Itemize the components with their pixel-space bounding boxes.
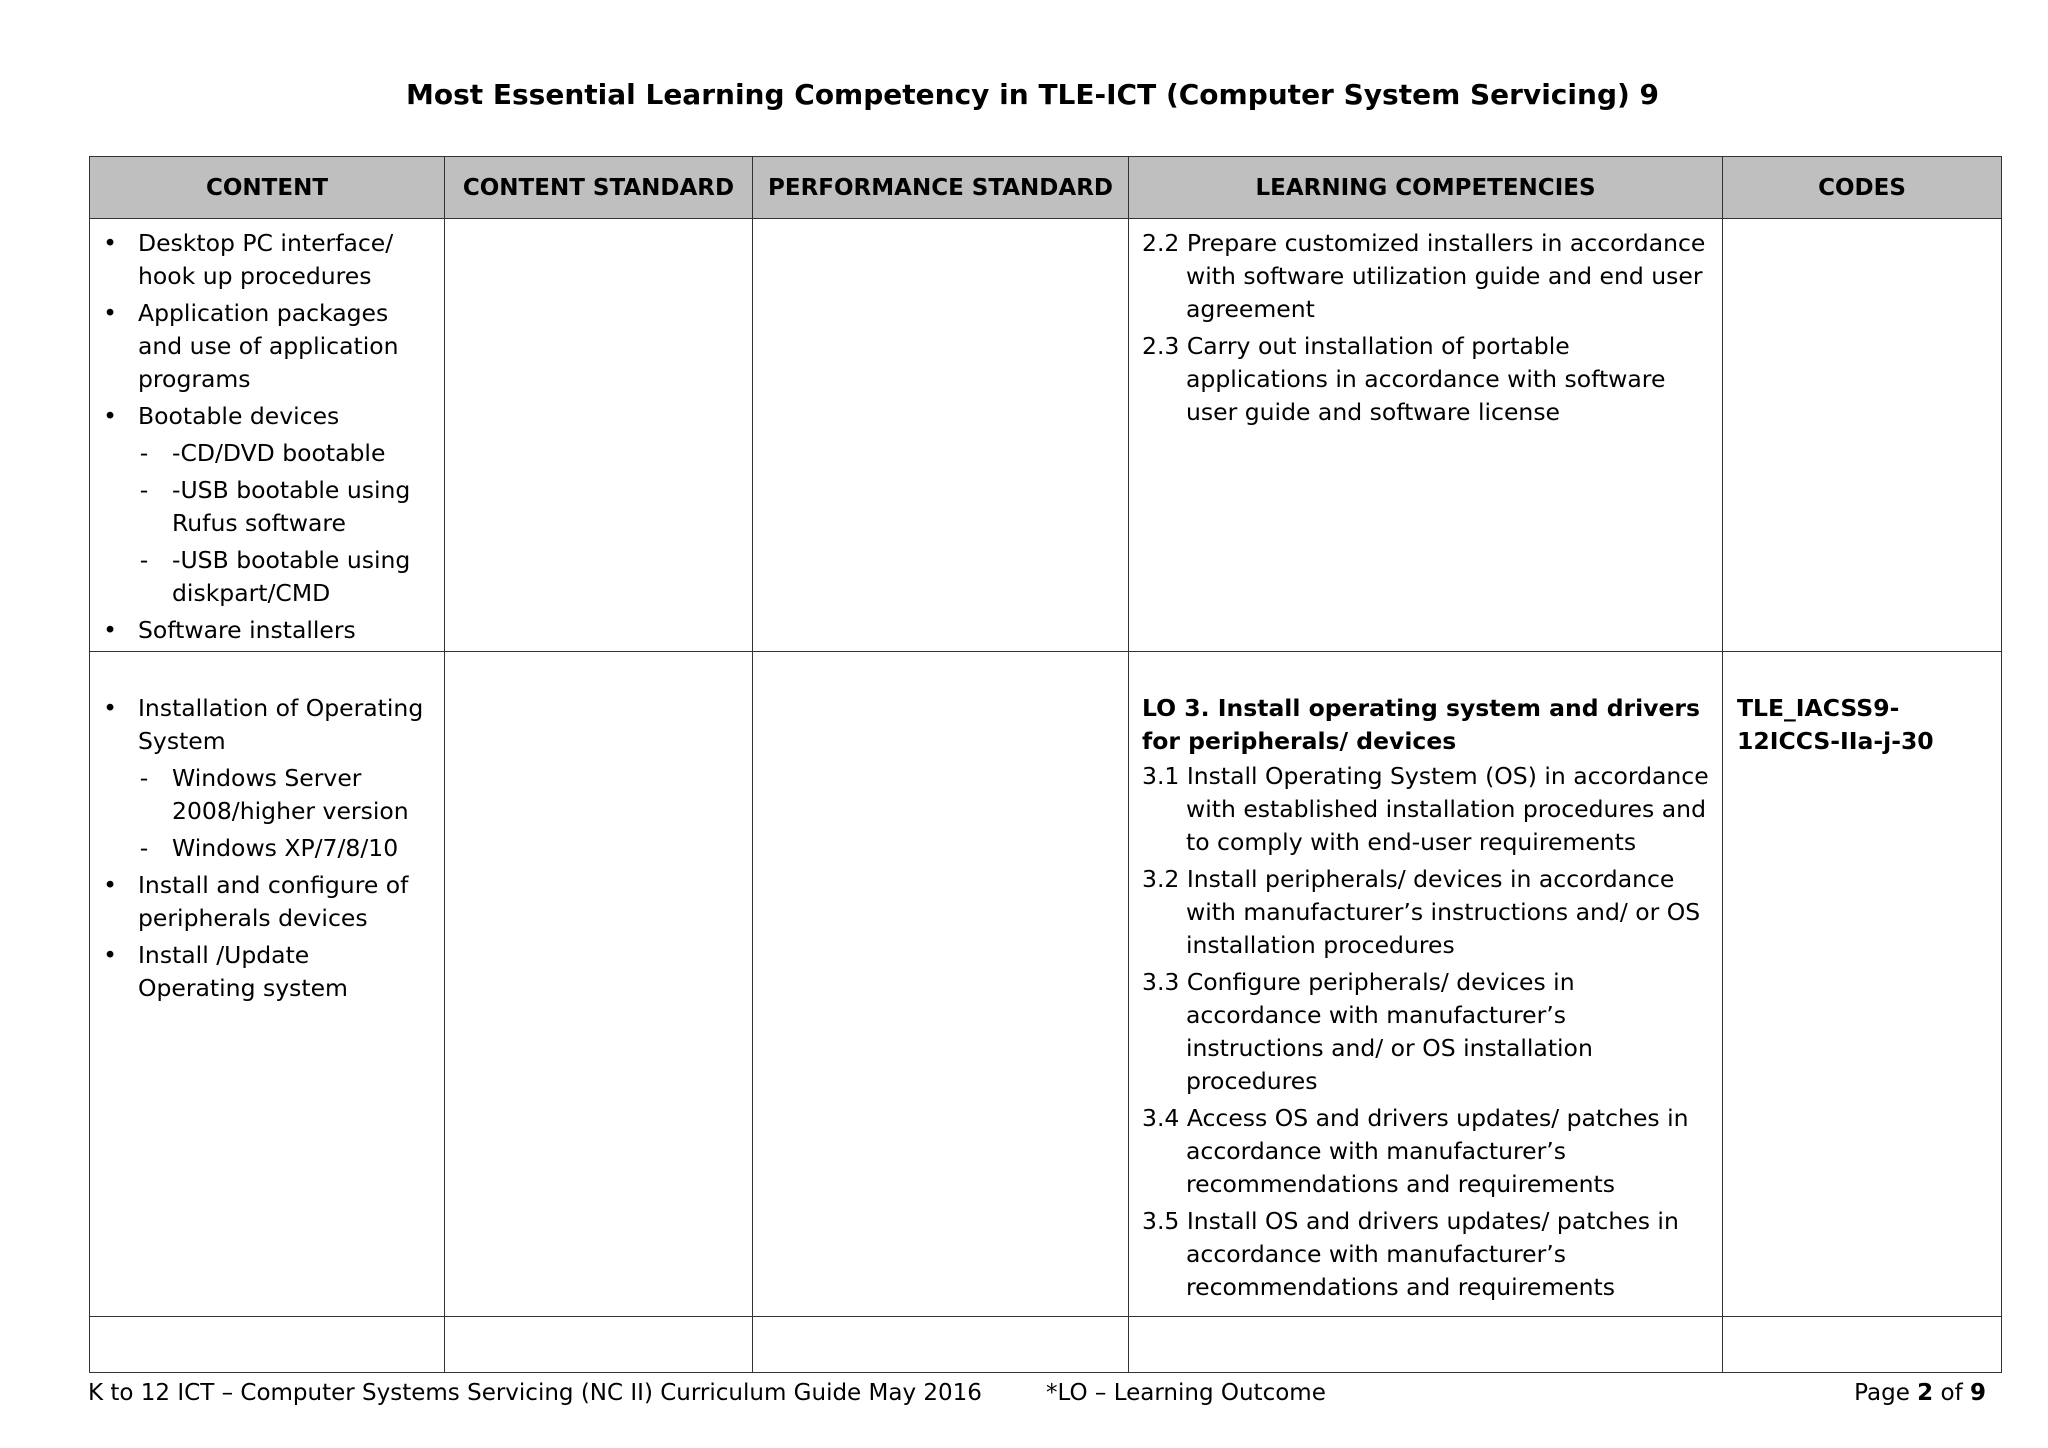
page-prefix: Page — [1854, 1380, 1910, 1406]
table-row — [90, 652, 2002, 1317]
performance-standard-cell — [753, 652, 1129, 1317]
dash-marker: - — [139, 834, 149, 862]
learning-outcome-title: LO 3. Install operating system and drivers for peripherals/ devices — [1142, 694, 1700, 755]
table-row — [90, 219, 2002, 652]
content-item-text: Install /Update Operating system — [138, 941, 348, 1002]
competency-item: 3.5 Install OS and drivers updates/ patches in accordance with manufacturer’s recommendations and requirements — [1142, 1207, 1679, 1301]
performance-standard-cell — [753, 219, 1129, 652]
content-subitem — [100, 544, 434, 610]
empty-cell — [90, 1317, 445, 1373]
competency-item: 3.1 Install Operating System (OS) in accordance with established installation procedures and to comply with end-user requirements — [1142, 762, 1709, 856]
content-cell — [90, 652, 445, 1317]
content-subitem — [100, 437, 434, 470]
table-header-row — [90, 157, 2002, 219]
competency-item: 3.2 Install peripherals/ devices in accordance with manufacturer’s instructions and/ or OS installation procedures — [1142, 865, 1701, 959]
table-row-empty — [90, 1317, 2002, 1373]
header-content: CONTENT — [90, 157, 445, 219]
competency-item: 3.3 Configure peripherals/ devices in accordance with manufacturer’s instructions and/ or OS installation procedures — [1142, 968, 1593, 1095]
content-item-text: Installation of Operating System — [138, 694, 424, 755]
empty-cell — [445, 1317, 753, 1373]
footer-guide-label: K to 12 ICT – Computer Systems Servicing (NC II) Curriculum Guide May 2016 — [88, 1380, 982, 1406]
bullet-marker: • — [103, 229, 117, 257]
codes-cell — [1723, 219, 2002, 652]
content-item — [100, 297, 434, 396]
bullet-marker: • — [103, 871, 117, 899]
empty-cell — [753, 1317, 1129, 1373]
content-item-text: Bootable devices — [138, 402, 340, 430]
header-codes: CODES — [1723, 157, 2002, 219]
content-item-text: Software installers — [138, 616, 356, 644]
content-item-text: -CD/DVD bootable — [172, 439, 386, 467]
content-list — [100, 692, 434, 1005]
content-item — [100, 692, 434, 758]
header-performance-standard: PERFORMANCE STANDARD — [753, 157, 1129, 219]
competency-item: 3.4 Access OS and drivers updates/ patches in accordance with manufacturer’s recommendations and requirements — [1142, 1104, 1689, 1198]
learning-competencies-cell — [1129, 652, 1723, 1317]
content-cell — [90, 219, 445, 652]
dash-marker: - — [139, 764, 149, 792]
content-item-text: Windows Server 2008/higher version — [172, 764, 409, 825]
content-item — [100, 400, 434, 433]
content-item — [100, 869, 434, 935]
page-total: 9 — [1969, 1380, 1986, 1406]
dash-marker: - — [139, 439, 149, 467]
page-of: of — [1940, 1380, 1963, 1406]
codes-cell: TLE_IACSS9-12ICCS-IIa-j-30 — [1723, 652, 2002, 1317]
dash-marker: - — [139, 546, 149, 574]
content-item-text: -USB bootable using Rufus software — [172, 476, 411, 537]
document-title: Most Essential Learning Competency in TLE-ICT (Computer System Servicing) 9 — [405, 78, 1660, 111]
dash-marker: - — [139, 476, 149, 504]
empty-cell — [1723, 1317, 2002, 1373]
content-subitem — [100, 474, 434, 540]
bullet-marker: • — [103, 941, 117, 969]
content-standard-cell — [445, 219, 753, 652]
content-item-text: Desktop PC interface/ hook up procedures — [138, 229, 394, 290]
bullet-marker: • — [103, 402, 117, 430]
content-item — [100, 939, 434, 1005]
header-learning-competencies: LEARNING COMPETENCIES — [1129, 157, 1723, 219]
bullet-marker: • — [103, 694, 117, 722]
bullet-marker: • — [103, 299, 117, 327]
competency-table — [89, 156, 2002, 1373]
content-subitem — [100, 762, 434, 828]
content-subitem — [100, 832, 434, 865]
content-item-text: Application packages and use of application programs — [138, 299, 399, 393]
content-item — [100, 227, 434, 293]
content-item — [100, 614, 434, 647]
bullet-marker: • — [103, 616, 117, 644]
empty-cell — [1129, 1317, 1723, 1373]
competency-item: 2.3 Carry out installation of portable applications in accordance with software user guide and software license — [1142, 332, 1666, 426]
content-list — [100, 227, 434, 647]
page-current: 2 — [1917, 1380, 1934, 1406]
content-standard-cell — [445, 652, 753, 1317]
footer-page-number — [1854, 1380, 1986, 1406]
learning-competencies-cell — [1129, 219, 1723, 652]
competency-item: 2.2 Prepare customized installers in accordance with software utilization guide and end user agreement — [1142, 229, 1706, 323]
content-item-text: Windows XP/7/8/10 — [172, 834, 399, 862]
header-content-standard: CONTENT STANDARD — [445, 157, 753, 219]
footer-lo-note: *LO – Learning Outcome — [1046, 1380, 1326, 1406]
content-item-text: -USB bootable using diskpart/CMD — [172, 546, 411, 607]
content-item-text: Install and configure of peripherals devices — [138, 871, 409, 932]
